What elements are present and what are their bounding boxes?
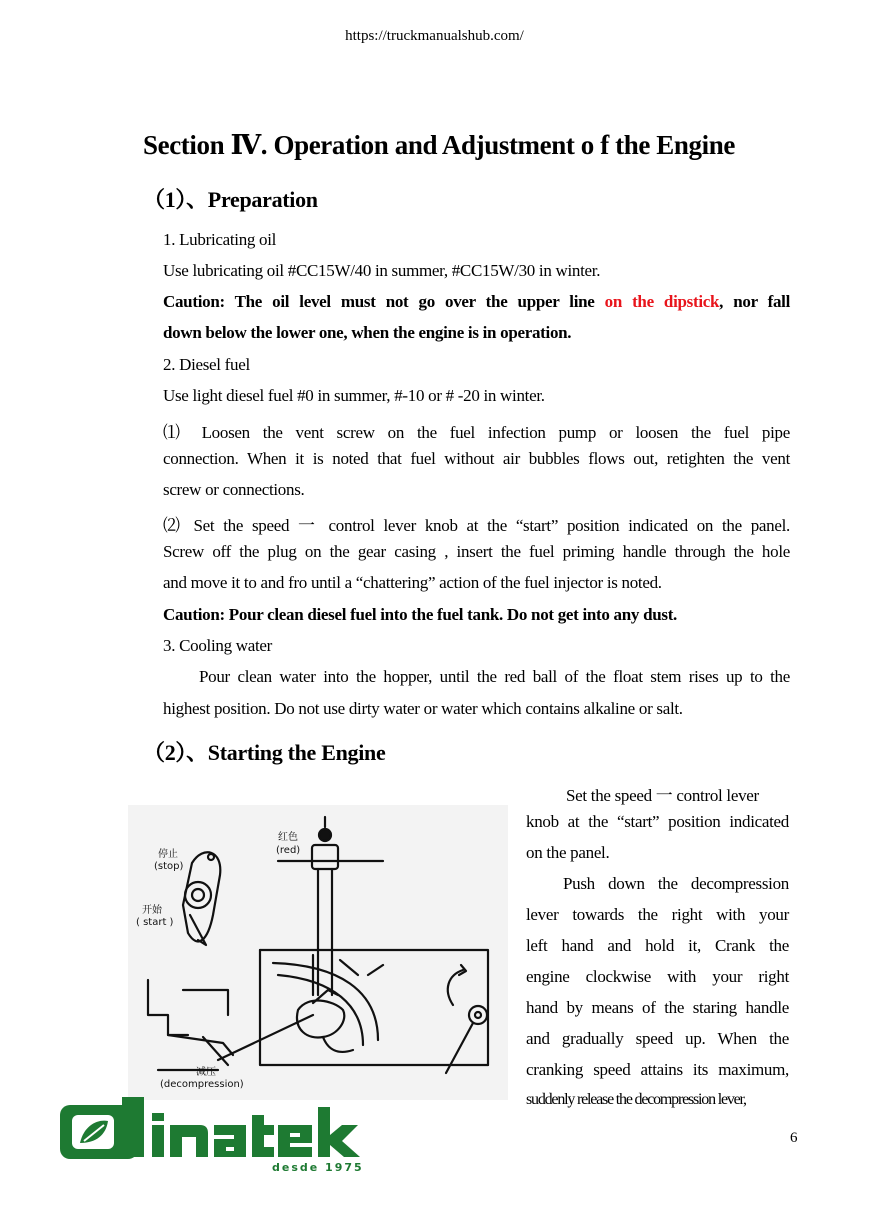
red-label-en: (red) xyxy=(276,845,301,856)
speed-lever-line3: and move it to and fro until a “chattering” action of the fuel injector is noted. xyxy=(163,573,662,592)
col-line: engine clockwise with your right xyxy=(526,967,789,986)
fuel-caution: Caution: Pour clean diesel fuel into the fuel tank. Do not get into any dust. xyxy=(163,605,678,624)
col-line: and gradually speed up. When the xyxy=(526,1029,789,1048)
stop-label-en: (stop) xyxy=(154,861,184,872)
section-title: Section Ⅳ. Operation and Adjustment o f the Engine xyxy=(143,130,735,160)
col-line: cranking speed attains its maximum, xyxy=(526,1060,789,1079)
dipstick-highlight: on the dipstick xyxy=(604,292,720,311)
col-line: knob at the “start” position indicated xyxy=(526,812,789,831)
heading-preparation: （1）、Preparation xyxy=(143,187,318,212)
item-cooling-water: 3. Cooling water xyxy=(163,636,272,655)
decompression-label-en: (decompression) xyxy=(160,1079,244,1090)
col-line: suddenly release the decompression lever, xyxy=(526,1091,746,1108)
engine-start-illustration xyxy=(128,805,508,1100)
vent-screw-line2: connection. When it is noted that fuel without air bubbles flows out, retighten the vent xyxy=(163,449,790,468)
cooling-water-line1: Pour clean water into the hopper, until the red ball of the float stem rises up to the xyxy=(199,667,790,686)
item-diesel-fuel: 2. Diesel fuel xyxy=(163,355,250,374)
item-lubricating-oil: 1. Lubricating oil xyxy=(163,230,277,249)
col-line: lever towards the right with your xyxy=(526,905,789,924)
col-line: left hand and hold it, Crank the xyxy=(526,936,789,955)
oil-caution-line2: down below the lower one, when the engine is in operation. xyxy=(163,323,572,342)
dinatek-logo xyxy=(60,1095,370,1173)
cooling-water-line2: highest position. Do not use dirty water or water which contains alkaline or salt. xyxy=(163,699,683,718)
starting-text-column xyxy=(526,781,789,1122)
vent-screw-line1: ⑴ Loosen the vent screw on the fuel infection pump or loosen the fuel pipe xyxy=(163,423,790,442)
start-label-en: ( start ) xyxy=(136,917,174,928)
vent-screw-line3: screw or connections. xyxy=(163,480,305,499)
speed-lever-line2: Screw off the plug on the gear casing , insert the fuel priming handle through the hole xyxy=(163,542,790,561)
oil-caution-line1: Caution: The oil level must not go over the upper line on the dipstick, nor fall xyxy=(163,292,791,311)
decompression-label-cn: 减压 xyxy=(196,1067,216,1078)
red-label-cn: 红色 xyxy=(278,832,298,843)
lubricating-oil-text: Use lubricating oil #CC15W/40 in summer, #CC15W/30 in winter. xyxy=(163,261,601,280)
source-url[interactable]: https://truckmanualshub.com/ xyxy=(345,28,524,44)
start-label-cn: 开始 xyxy=(142,905,162,916)
col-line: hand by means of the staring handle xyxy=(526,998,789,1017)
logo-tagline: desde 1975 xyxy=(272,1161,364,1173)
speed-lever-line1: ⑵ Set the speed 一 control lever knob at the “start” position indicated on the panel. xyxy=(163,516,790,535)
heading-starting-engine: （2）、Starting the Engine xyxy=(143,740,386,765)
col-line: Push down the decompression xyxy=(563,874,789,893)
col-line: on the panel. xyxy=(526,843,610,862)
page-number: 6 xyxy=(790,1130,798,1146)
stop-label-cn: 停止 xyxy=(158,849,178,860)
diesel-fuel-text: Use light diesel fuel #0 in summer, #-10 or # -20 in winter. xyxy=(163,386,545,405)
col-line: Set the speed 一 control lever xyxy=(566,786,759,805)
